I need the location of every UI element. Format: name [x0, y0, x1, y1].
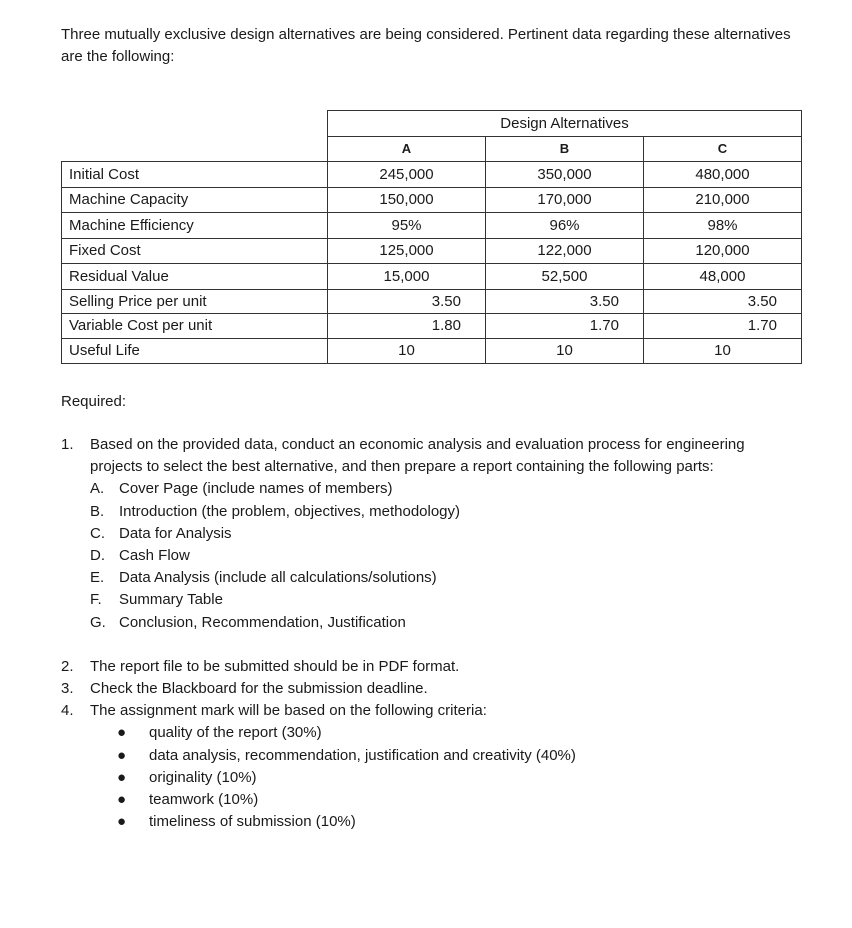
- cell-b: 170,000: [486, 187, 644, 213]
- row-label: Fixed Cost: [62, 238, 328, 264]
- bullet-icon: ●: [117, 813, 127, 831]
- criteria-text: timeliness of submission (10%): [149, 813, 356, 831]
- list-text: The assignment mark will be based on the following criteria:: [90, 702, 487, 720]
- cell-c: 1.70: [644, 314, 802, 339]
- cell-a: 150,000: [328, 187, 486, 213]
- list-item: [61, 434, 801, 478]
- sub-letter: F.: [90, 591, 102, 609]
- sub-item: [61, 545, 801, 567]
- sub-text: Data for Analysis: [119, 524, 232, 542]
- sub-item: [61, 478, 801, 500]
- criteria-item: [61, 767, 801, 789]
- cell-c: 210,000: [644, 187, 802, 213]
- cell-b: 1.70: [486, 314, 644, 339]
- cell-a: 15,000: [328, 264, 486, 290]
- table-row: [62, 264, 802, 290]
- row-label: Residual Value: [62, 264, 328, 290]
- cell-c: 10: [644, 338, 802, 364]
- sub-item: [61, 523, 801, 545]
- cell-b: 96%: [486, 213, 644, 239]
- cell-b: 52,500: [486, 264, 644, 290]
- sub-letter: G.: [90, 613, 106, 631]
- table-row: [62, 213, 802, 239]
- sub-item: [61, 567, 801, 589]
- cell-c: 98%: [644, 213, 802, 239]
- cell-c: 3.50: [644, 289, 802, 314]
- bullet-icon: ●: [117, 791, 127, 809]
- cell-c: 480,000: [644, 162, 802, 188]
- criteria-item: [61, 745, 801, 767]
- table-row: [62, 187, 802, 213]
- list-item: [61, 656, 801, 678]
- criteria-text: originality (10%): [149, 768, 257, 786]
- bullet-icon: ●: [117, 768, 127, 786]
- bullet-icon: ●: [117, 724, 127, 742]
- criteria-text: data analysis, recommendation, justification and creativity (40%): [149, 746, 576, 764]
- table-header-row: [62, 136, 802, 162]
- header-a: A: [328, 136, 486, 162]
- sub-text: Introduction (the problem, objectives, methodology): [119, 502, 461, 520]
- sub-text: Cover Page (include names of members): [119, 480, 393, 498]
- cell-b: 3.50: [486, 289, 644, 314]
- table-row: [62, 289, 802, 314]
- sub-letter: E.: [90, 569, 105, 587]
- row-label: Useful Life: [62, 338, 328, 364]
- table-row: [62, 314, 802, 339]
- list-number: 1.: [61, 436, 74, 453]
- cell-b: 122,000: [486, 238, 644, 264]
- design-alternatives-table: [61, 110, 802, 364]
- sub-letter: A.: [90, 480, 105, 498]
- sub-item: [61, 589, 801, 611]
- row-label: Initial Cost: [62, 162, 328, 188]
- list-number: 3.: [61, 680, 74, 698]
- cell-b: 10: [486, 338, 644, 364]
- row-label: Machine Efficiency: [62, 213, 328, 239]
- bullet-icon: ●: [117, 746, 127, 764]
- row-label: Machine Capacity: [62, 187, 328, 213]
- cell-a: 3.50: [328, 289, 486, 314]
- table-row: [62, 162, 802, 188]
- cell-a: 1.80: [328, 314, 486, 339]
- sub-letter: C.: [90, 524, 105, 542]
- list-number: 2.: [61, 657, 74, 675]
- cell-a: 95%: [328, 213, 486, 239]
- sub-letter: D.: [90, 547, 105, 565]
- row-label: Variable Cost per unit: [62, 314, 328, 339]
- table-row: [62, 338, 802, 364]
- sub-text: Summary Table: [119, 591, 223, 609]
- cell-a: 125,000: [328, 238, 486, 264]
- requirements-list: [61, 434, 801, 833]
- list-text: Based on the provided data, conduct an economic analysis and evaluation process for engineering projects to select the best alternative, and then prepare a report containing the following parts:: [90, 436, 745, 476]
- sub-text: Cash Flow: [119, 547, 190, 565]
- table-row: [62, 238, 802, 264]
- sub-text: Data Analysis (include all calculations/solutions): [119, 569, 437, 587]
- row-label: Selling Price per unit: [62, 289, 328, 314]
- sub-letter: B.: [90, 502, 105, 520]
- list-text: Check the Blackboard for the submission deadline.: [90, 680, 428, 698]
- sub-text: Conclusion, Recommendation, Justification: [119, 613, 406, 631]
- criteria-item: [61, 789, 801, 811]
- cell-b: 350,000: [486, 162, 644, 188]
- list-item: [61, 678, 801, 700]
- sub-item: [61, 501, 801, 523]
- criteria-item: [61, 722, 801, 744]
- list-item: [61, 700, 801, 722]
- cell-c: 48,000: [644, 264, 802, 290]
- header-c: C: [644, 136, 802, 162]
- table-title: Design Alternatives: [328, 111, 802, 137]
- criteria-text: quality of the report (30%): [149, 724, 322, 742]
- criteria-text: teamwork (10%): [149, 791, 259, 809]
- list-number: 4.: [61, 702, 74, 720]
- sub-item: [61, 612, 801, 634]
- required-heading: Required:: [61, 393, 127, 410]
- criteria-item: [61, 811, 801, 833]
- header-b: B: [486, 136, 644, 162]
- table-title-row: [62, 111, 802, 137]
- cell-a: 245,000: [328, 162, 486, 188]
- list-text: The report file to be submitted should be in PDF format.: [90, 657, 460, 675]
- intro-paragraph: Three mutually exclusive design alternatives are being considered. Pertinent data regarding these alternatives are the following:: [61, 26, 791, 65]
- cell-a: 10: [328, 338, 486, 364]
- cell-c: 120,000: [644, 238, 802, 264]
